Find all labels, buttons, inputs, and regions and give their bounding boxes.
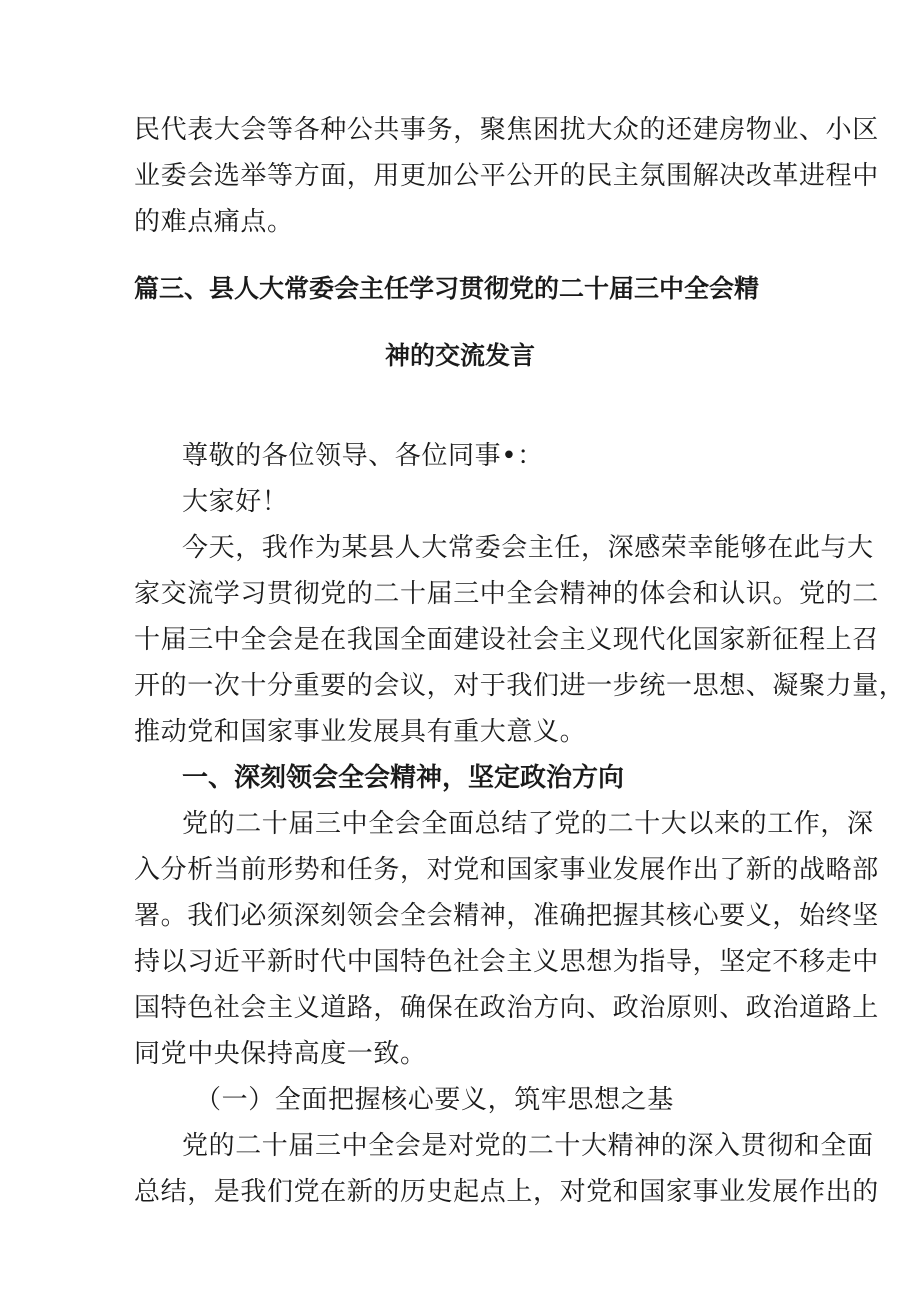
text-line: 业委会选举等方面，用更加公平公开的民主氛围解决改革进程中: [134, 161, 879, 191]
paragraph-line: 持以习近平新时代中国特色社会主义思想为指导，坚定不移走中: [134, 947, 879, 977]
section-title-continued: 神的交流发言: [384, 341, 535, 370]
paragraph-line: 开的一次十分重要的会议，对于我们进一步统一思想、凝聚力量，: [134, 671, 906, 701]
greeting: 尊敬的各位领导、各位同事•：: [182, 441, 544, 471]
paragraph-line: 家交流学习贯彻党的二十届三中全会精神的体会和认识。党的二: [134, 579, 879, 609]
paragraph-line: 总结，是我们党在新的历史起点上，对党和国家事业发展作出的: [134, 1177, 879, 1207]
paragraph-line: 同党中央保持高度一致。: [134, 1039, 427, 1069]
paragraph-line: 入分析当前形势和任务，对党和国家事业发展作出了新的战略部: [134, 855, 879, 885]
subheading: （一）全面把握核心要义，筑牢思想之基: [195, 1085, 674, 1115]
paragraph-line: 党的二十届三中全会全面总结了党的二十大以来的工作，深: [182, 809, 874, 839]
paragraph-line: 署。我们必须深刻领会全会精神，准确把握其核心要义，始终坚: [134, 901, 879, 931]
paragraph-line: 十届三中全会是在我国全面建设社会主义现代化国家新征程上召: [134, 625, 879, 655]
text-line: 的难点痛点。: [134, 207, 294, 237]
paragraph-line: 党的二十届三中全会是对党的二十大精神的深入贯彻和全面: [182, 1131, 874, 1161]
heading: 一、深刻领会全会精神，坚定政治方向: [182, 763, 625, 793]
section-title: 篇三、县人大常委会主任学习贯彻党的二十届三中全会精: [134, 274, 760, 303]
text-line: 民代表大会等各种公共事务，聚焦困扰大众的还建房物业、小区: [134, 115, 879, 145]
hello: 大家好！: [182, 487, 289, 517]
paragraph-line: 今天，我作为某县人大常委会主任，深感荣幸能够在此与大: [182, 533, 874, 563]
paragraph-line: 推动党和国家事业发展具有重大意义。: [134, 717, 587, 747]
paragraph-line: 国特色社会主义道路，确保在政治方向、政治原则、政治道路上: [134, 993, 879, 1023]
